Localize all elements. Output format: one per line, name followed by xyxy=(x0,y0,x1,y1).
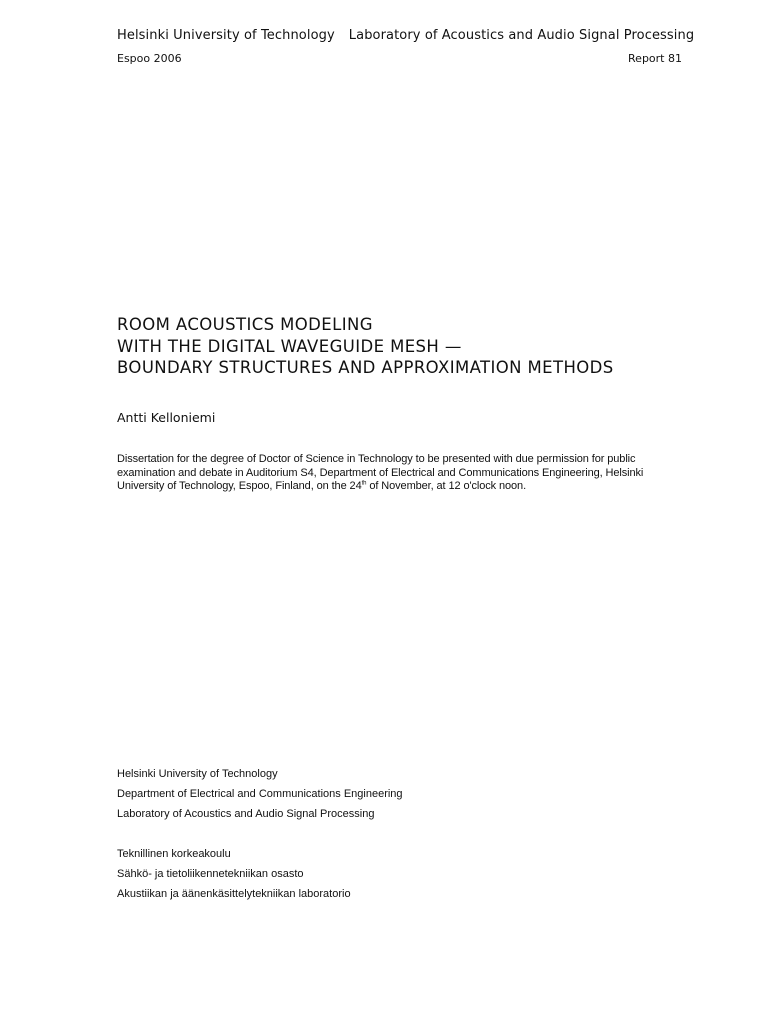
header-place-year: Espoo 2006 xyxy=(117,52,182,65)
dissertation-text-end: of November, at 12 o'clock noon. xyxy=(366,480,527,493)
ordinal-suffix: th xyxy=(361,480,367,487)
affiliation-fi-department: Sähkö- ja tietoliikennetekniikan osasto xyxy=(117,868,304,880)
affiliation-fi-laboratory: Akustiikan ja äänenkäsittelytekniikan laboratorio xyxy=(117,888,351,900)
affiliation-en-department: Department of Electrical and Communications Engineering xyxy=(117,788,403,800)
dissertation-statement xyxy=(117,453,662,494)
dissertation-text-start: Dissertation for the degree of Doctor of Science in Technology to be presented with due permission for public examination and debate in Auditorium S4, Department of Electrical and Communications Engineering, Helsinki University of Technology, Espoo, Finland, on the 24 xyxy=(117,453,644,493)
affiliation-en-laboratory: Laboratory of Acoustics and Audio Signal Processing xyxy=(117,808,375,820)
title-line-1: ROOM ACOUSTICS MODELING xyxy=(117,315,373,334)
affiliation-fi-university: Teknillinen korkeakoulu xyxy=(117,848,231,860)
header-report-line xyxy=(117,52,682,65)
author-name: Antti Kelloniemi xyxy=(117,410,216,425)
header-institution-line xyxy=(117,28,695,43)
affiliation-en-university: Helsinki University of Technology xyxy=(117,768,278,780)
affiliation-english xyxy=(117,764,403,824)
affiliation-finnish xyxy=(117,844,351,904)
header-report-number: Report 81 xyxy=(628,52,682,65)
title-line-3: BOUNDARY STRUCTURES AND APPROXIMATION METHODS xyxy=(117,358,614,377)
header-university: Helsinki University of Technology xyxy=(117,28,335,43)
title-line-2: WITH THE DIGITAL WAVEGUIDE MESH — xyxy=(117,336,462,356)
header-laboratory: Laboratory of Acoustics and Audio Signal Processing xyxy=(348,28,695,43)
document-title xyxy=(117,314,717,379)
